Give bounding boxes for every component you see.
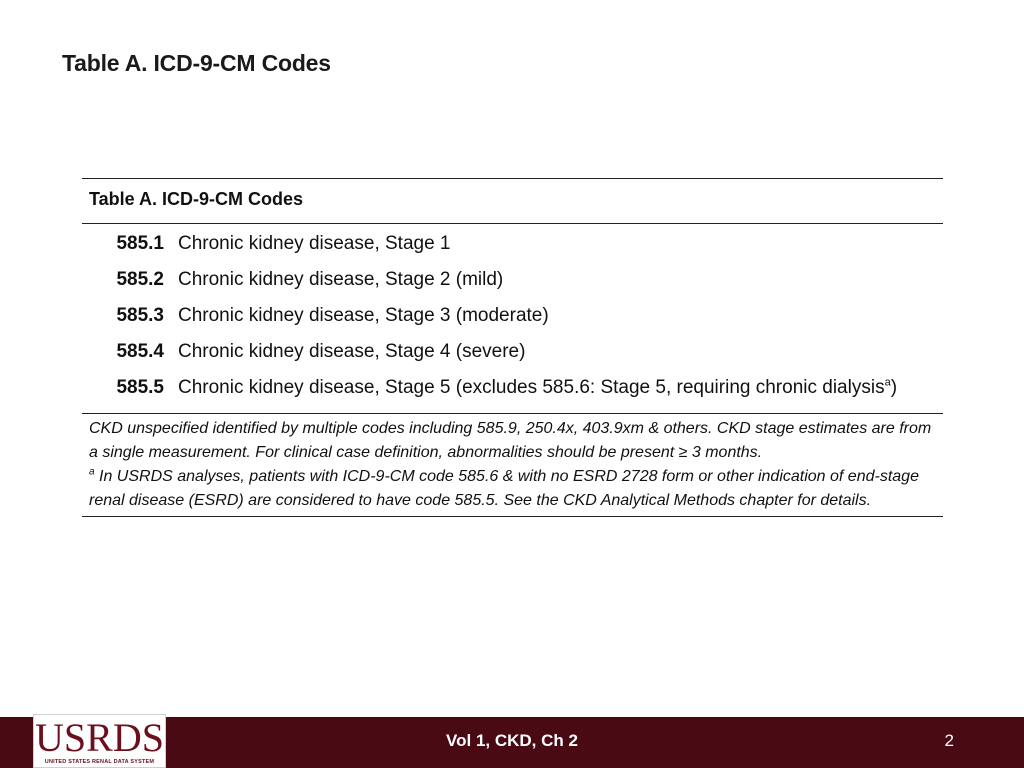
code-description-close: ): [890, 377, 898, 398]
table-caption: Table A. ICD-9-CM Codes: [89, 189, 304, 209]
footnote-a-text: In USRDS analyses, patients with ICD-9-CM code 585.6 & with no ESRD 2728 form or other indication of end-stage renal disease (ESRD) are considered to have code 585.5. See the CKD Analytical Methods chapter for details.: [89, 468, 919, 509]
code-description-text: Chronic kidney disease, Stage 5 (excludes 585.6: Stage 5, requiring chronic dialysis: [178, 377, 885, 398]
icd-codes-table: [82, 178, 943, 517]
logo-subtitle: UNITED STATES RENAL DATA SYSTEM: [44, 759, 155, 765]
table-top-rule: [82, 178, 943, 179]
table-row: [82, 228, 943, 264]
code-description: [178, 372, 943, 404]
table-footnotes: [82, 414, 943, 516]
code-description: Chronic kidney disease, Stage 3 (moderate): [178, 305, 549, 326]
code-number: 585.3: [116, 305, 164, 326]
footnote-marker: a: [884, 376, 891, 389]
code-number: 585.5: [116, 377, 164, 398]
table-row: [82, 336, 943, 372]
page-number: 2: [944, 731, 954, 750]
usrds-logo: [33, 714, 166, 768]
code-description: Chronic kidney disease, Stage 2 (mild): [178, 269, 504, 290]
footnote-main: CKD unspecified identified by multiple codes including 585.9, 250.4x, 403.9xm & others. CKD stage estimates are from a single measurement. For clinical case definition, abnormalities should be present ≥ 3 months.: [89, 420, 932, 461]
code-number: 585.1: [116, 233, 164, 254]
table-row: [82, 264, 943, 300]
footnote-a-marker: a: [89, 466, 95, 478]
table-row: [82, 300, 943, 336]
table-row: [82, 372, 943, 408]
code-number: 585.2: [116, 269, 164, 290]
logo-wordmark: USRDS: [35, 715, 164, 760]
footnote-a: [89, 465, 939, 513]
code-description: Chronic kidney disease, Stage 4 (severe): [178, 341, 526, 362]
slide-title: Table A. ICD-9-CM Codes: [62, 50, 331, 76]
code-number: 585.4: [116, 341, 164, 362]
table-bottom-rule: [82, 516, 943, 517]
code-description: Chronic kidney disease, Stage 1: [178, 233, 451, 254]
footer-volume-label: Vol 1, CKD, Ch 2: [446, 731, 578, 750]
code-list: [82, 224, 943, 413]
